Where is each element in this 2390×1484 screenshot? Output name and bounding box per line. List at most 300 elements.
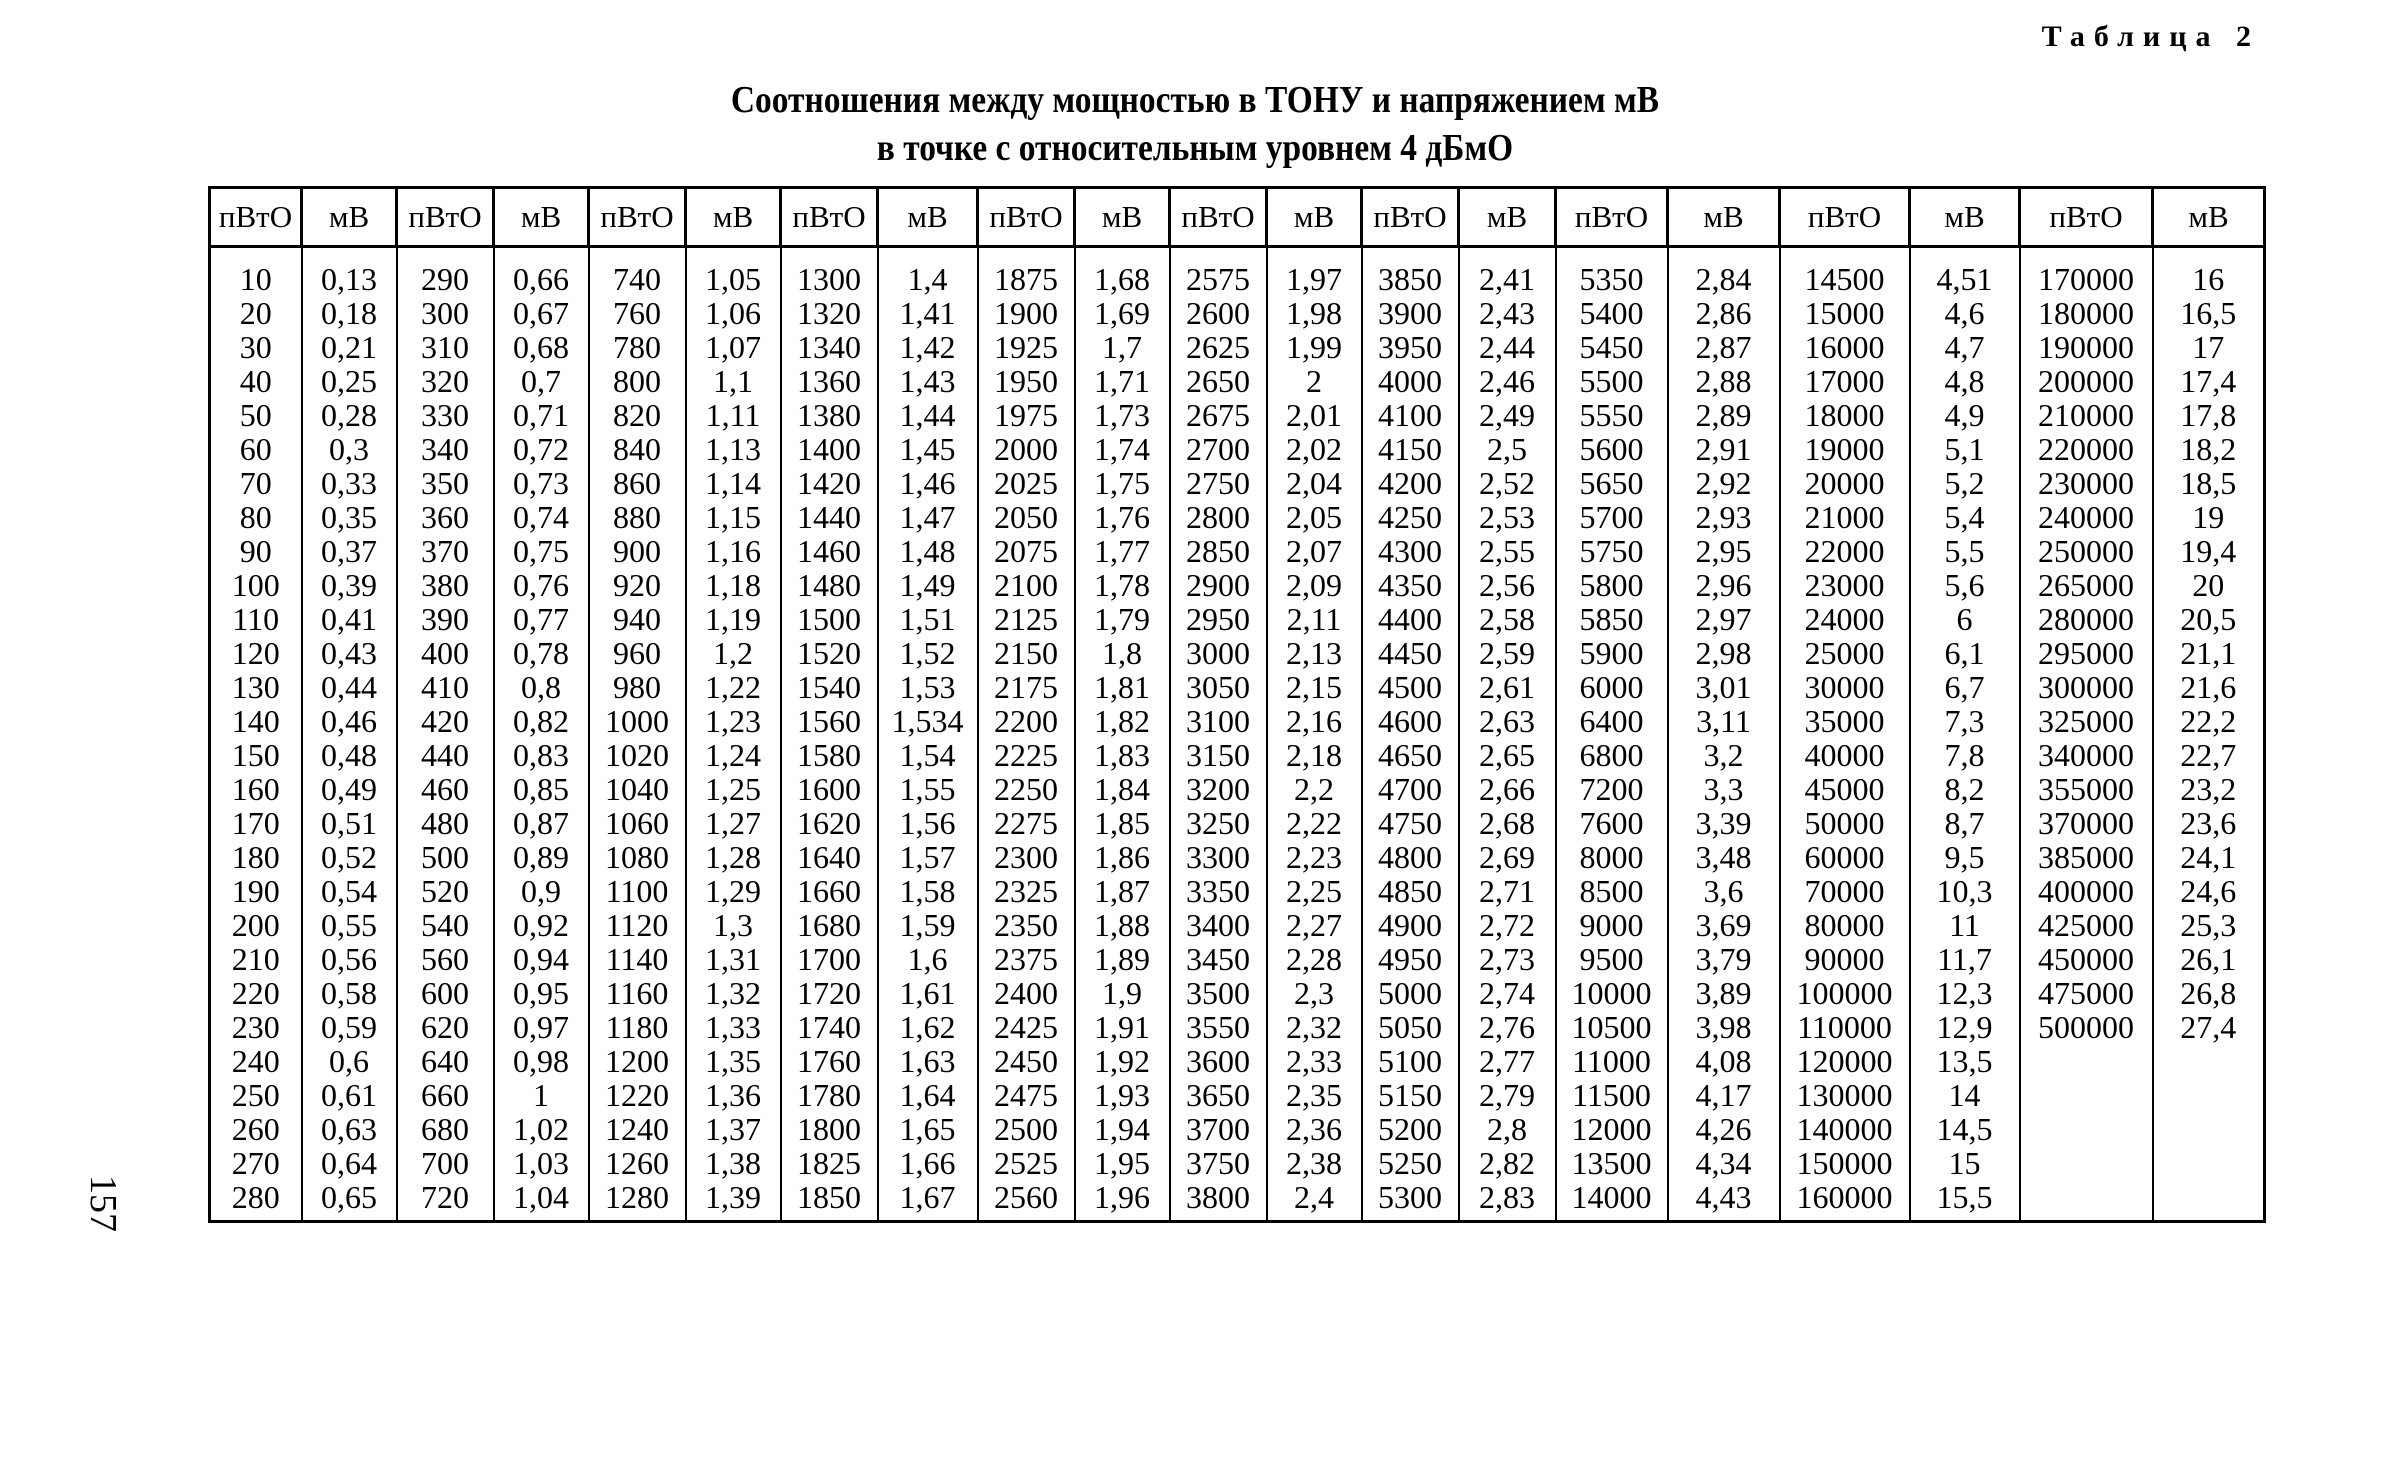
voltage-cell: 0,13 (302, 262, 397, 296)
power-cell: 1640 (781, 840, 878, 874)
power-cell: 1000 (589, 704, 686, 738)
power-cell: 3650 (1170, 1078, 1267, 1112)
voltage-cell: 1,05 (686, 262, 781, 296)
power-cell: 24000 (1780, 602, 1910, 636)
power-cell: 400000 (2020, 874, 2153, 908)
power-cell: 50 (210, 398, 302, 432)
voltage-cell: 2,05 (1267, 500, 1362, 534)
power-cell: 1740 (781, 1010, 878, 1044)
power-cell (2020, 1078, 2153, 1112)
voltage-cell: 1,84 (1075, 772, 1170, 806)
power-cell: 22000 (1780, 534, 1910, 568)
voltage-cell: 1,06 (686, 296, 781, 330)
power-cell: 2100 (978, 568, 1075, 602)
voltage-cell: 12,3 (1910, 976, 2020, 1010)
power-cell: 30000 (1780, 670, 1910, 704)
table-row (210, 602, 2265, 636)
power-cell: 450000 (2020, 942, 2153, 976)
voltage-cell: 1,45 (878, 432, 978, 466)
voltage-cell: 18,5 (2153, 466, 2265, 500)
spacer-cell (1556, 247, 1668, 263)
voltage-cell: 0,78 (494, 636, 589, 670)
power-cell: 20000 (1780, 466, 1910, 500)
voltage-cell: 2,77 (1459, 1044, 1556, 1078)
power-cell: 25000 (1780, 636, 1910, 670)
voltage-cell: 1,24 (686, 738, 781, 772)
voltage-cell: 1,86 (1075, 840, 1170, 874)
table-row (210, 534, 2265, 568)
power-cell: 840 (589, 432, 686, 466)
voltage-cell: 7,8 (1910, 738, 2020, 772)
spacer-cell (1267, 247, 1362, 263)
power-cell: 130000 (1780, 1078, 1910, 1112)
power-cell: 120 (210, 636, 302, 670)
voltage-cell: 0,76 (494, 568, 589, 602)
voltage-cell: 4,17 (1668, 1078, 1780, 1112)
power-cell: 5800 (1556, 568, 1668, 602)
voltage-cell: 2,65 (1459, 738, 1556, 772)
table-row (210, 1078, 2265, 1112)
voltage-cell: 1,02 (494, 1112, 589, 1146)
voltage-cell: 0,63 (302, 1112, 397, 1146)
power-cell: 2175 (978, 670, 1075, 704)
power-cell: 1200 (589, 1044, 686, 1078)
voltage-cell: 1,6 (878, 942, 978, 976)
power-cell: 9000 (1556, 908, 1668, 942)
power-cell: 1720 (781, 976, 878, 1010)
voltage-cell: 2,04 (1267, 466, 1362, 500)
power-cell: 2700 (1170, 432, 1267, 466)
voltage-cell: 0,18 (302, 296, 397, 330)
voltage-cell: 0,6 (302, 1044, 397, 1078)
voltage-cell: 2,16 (1267, 704, 1362, 738)
power-cell: 3050 (1170, 670, 1267, 704)
voltage-cell: 8,7 (1910, 806, 2020, 840)
power-cell: 8000 (1556, 840, 1668, 874)
power-cell: 5400 (1556, 296, 1668, 330)
power-cell: 295000 (2020, 636, 2153, 670)
voltage-cell: 1,55 (878, 772, 978, 806)
voltage-cell: 26,8 (2153, 976, 2265, 1010)
power-cell: 1280 (589, 1180, 686, 1222)
power-cell: 760 (589, 296, 686, 330)
power-cell: 330 (397, 398, 494, 432)
header-voltage: мВ (1267, 188, 1362, 247)
power-cell: 80000 (1780, 908, 1910, 942)
power-cell: 620 (397, 1010, 494, 1044)
table-row (210, 806, 2265, 840)
voltage-cell: 17,8 (2153, 398, 2265, 432)
voltage-cell (2153, 1180, 2265, 1222)
voltage-cell: 1,39 (686, 1180, 781, 1222)
voltage-cell: 1,95 (1075, 1146, 1170, 1180)
spacer-cell (686, 247, 781, 263)
voltage-cell: 1,71 (1075, 364, 1170, 398)
power-cell: 1540 (781, 670, 878, 704)
voltage-cell: 2,84 (1668, 262, 1780, 296)
power-cell: 390 (397, 602, 494, 636)
power-cell: 1020 (589, 738, 686, 772)
voltage-cell: 0,72 (494, 432, 589, 466)
power-cell: 5350 (1556, 262, 1668, 296)
power-cell: 100 (210, 568, 302, 602)
header-power: пВтО (210, 188, 302, 247)
power-cell: 1140 (589, 942, 686, 976)
power-cell: 1400 (781, 432, 878, 466)
voltage-cell: 2,92 (1668, 466, 1780, 500)
voltage-cell: 3,48 (1668, 840, 1780, 874)
power-cell: 3800 (1170, 1180, 1267, 1222)
voltage-cell: 5,5 (1910, 534, 2020, 568)
voltage-cell: 2,2 (1267, 772, 1362, 806)
header-voltage: мВ (878, 188, 978, 247)
power-cell: 140 (210, 704, 302, 738)
power-cell: 370 (397, 534, 494, 568)
power-cell: 2250 (978, 772, 1075, 806)
voltage-cell (2153, 1044, 2265, 1078)
power-cell: 4850 (1362, 874, 1459, 908)
power-cell: 800 (589, 364, 686, 398)
power-cell: 1780 (781, 1078, 878, 1112)
voltage-cell: 2,09 (1267, 568, 1362, 602)
power-cell: 680 (397, 1112, 494, 1146)
header-power: пВтО (978, 188, 1075, 247)
voltage-cell: 7,3 (1910, 704, 2020, 738)
voltage-cell: 1,28 (686, 840, 781, 874)
header-voltage: мВ (302, 188, 397, 247)
spacer-cell (494, 247, 589, 263)
power-cell: 160000 (1780, 1180, 1910, 1222)
power-cell: 4900 (1362, 908, 1459, 942)
spacer-cell (878, 247, 978, 263)
power-cell: 2400 (978, 976, 1075, 1010)
power-cell: 2200 (978, 704, 1075, 738)
table-row (210, 568, 2265, 602)
power-cell: 500 (397, 840, 494, 874)
power-cell: 480 (397, 806, 494, 840)
voltage-cell: 0,35 (302, 500, 397, 534)
voltage-cell: 2,61 (1459, 670, 1556, 704)
voltage-cell: 11,7 (1910, 942, 2020, 976)
power-cell: 2150 (978, 636, 1075, 670)
power-cell: 1080 (589, 840, 686, 874)
power-cell: 1660 (781, 874, 878, 908)
voltage-cell: 1,46 (878, 466, 978, 500)
power-cell: 4700 (1362, 772, 1459, 806)
voltage-cell: 2,32 (1267, 1010, 1362, 1044)
power-cell: 160 (210, 772, 302, 806)
header-voltage: мВ (1668, 188, 1780, 247)
power-cell: 3300 (1170, 840, 1267, 874)
voltage-cell: 3,39 (1668, 806, 1780, 840)
spacer-cell (589, 247, 686, 263)
voltage-cell: 4,7 (1910, 330, 2020, 364)
power-cell: 150000 (1780, 1146, 1910, 1180)
power-cell: 5300 (1362, 1180, 1459, 1222)
power-cell: 5200 (1362, 1112, 1459, 1146)
table-row (210, 1112, 2265, 1146)
power-cell: 1120 (589, 908, 686, 942)
power-cell: 5900 (1556, 636, 1668, 670)
voltage-cell: 1,98 (1267, 296, 1362, 330)
power-cell: 130 (210, 670, 302, 704)
power-cell: 290 (397, 262, 494, 296)
voltage-cell: 1,67 (878, 1180, 978, 1222)
power-cell: 15000 (1780, 296, 1910, 330)
voltage-cell: 1,43 (878, 364, 978, 398)
power-cell: 4500 (1362, 670, 1459, 704)
voltage-cell: 0,33 (302, 466, 397, 500)
power-cell: 1220 (589, 1078, 686, 1112)
table-row (210, 670, 2265, 704)
voltage-cell: 2,5 (1459, 432, 1556, 466)
power-cell: 960 (589, 636, 686, 670)
voltage-cell: 1,44 (878, 398, 978, 432)
power-cell: 45000 (1780, 772, 1910, 806)
voltage-cell: 4,08 (1668, 1044, 1780, 1078)
power-cell: 2125 (978, 602, 1075, 636)
power-cell (2020, 1180, 2153, 1222)
voltage-cell: 0,54 (302, 874, 397, 908)
voltage-cell: 2,66 (1459, 772, 1556, 806)
power-cell: 2625 (1170, 330, 1267, 364)
voltage-cell: 0,87 (494, 806, 589, 840)
power-cell: 230 (210, 1010, 302, 1044)
voltage-cell: 2,46 (1459, 364, 1556, 398)
voltage-cell: 6,1 (1910, 636, 2020, 670)
power-cell: 2800 (1170, 500, 1267, 534)
voltage-cell: 1,18 (686, 568, 781, 602)
power-cell (2020, 1112, 2153, 1146)
voltage-cell: 1,94 (1075, 1112, 1170, 1146)
page-number: 157 (82, 1175, 124, 1232)
table-row (210, 908, 2265, 942)
voltage-cell: 1,36 (686, 1078, 781, 1112)
power-cell: 4450 (1362, 636, 1459, 670)
voltage-cell: 2,59 (1459, 636, 1556, 670)
power-cell: 1500 (781, 602, 878, 636)
voltage-cell: 18,2 (2153, 432, 2265, 466)
power-cell: 1320 (781, 296, 878, 330)
header-power: пВтО (397, 188, 494, 247)
power-cell: 4350 (1362, 568, 1459, 602)
power-cell: 3400 (1170, 908, 1267, 942)
power-cell: 2450 (978, 1044, 1075, 1078)
power-cell: 380 (397, 568, 494, 602)
power-cell: 280 (210, 1180, 302, 1222)
power-cell: 2600 (1170, 296, 1267, 330)
power-cell: 5150 (1362, 1078, 1459, 1112)
power-cell: 300000 (2020, 670, 2153, 704)
power-cell: 1480 (781, 568, 878, 602)
voltage-cell: 20 (2153, 568, 2265, 602)
table-row (210, 636, 2265, 670)
header-power: пВтО (589, 188, 686, 247)
voltage-cell: 24,6 (2153, 874, 2265, 908)
power-cell: 880 (589, 500, 686, 534)
voltage-cell: 2,22 (1267, 806, 1362, 840)
power-cell: 1040 (589, 772, 686, 806)
voltage-cell: 0,61 (302, 1078, 397, 1112)
voltage-cell: 1,49 (878, 568, 978, 602)
power-cell: 18000 (1780, 398, 1910, 432)
power-cell: 23000 (1780, 568, 1910, 602)
header-power: пВтО (781, 188, 878, 247)
power-cell: 180 (210, 840, 302, 874)
spacer-cell (1362, 247, 1459, 263)
voltage-cell: 1,59 (878, 908, 978, 942)
voltage-cell: 1,93 (1075, 1078, 1170, 1112)
voltage-cell: 3,79 (1668, 942, 1780, 976)
voltage-cell: 1,32 (686, 976, 781, 1010)
voltage-cell: 2,23 (1267, 840, 1362, 874)
spacer-cell (781, 247, 878, 263)
title-line-1: Соотношения между мощностью в ТОНУ и напряжением мВ (730, 79, 1660, 121)
power-cell: 2375 (978, 942, 1075, 976)
power-cell: 1460 (781, 534, 878, 568)
power-cell: 2560 (978, 1180, 1075, 1222)
power-cell: 240000 (2020, 500, 2153, 534)
voltage-cell: 1,96 (1075, 1180, 1170, 1222)
voltage-cell: 0,55 (302, 908, 397, 942)
voltage-cell: 3,98 (1668, 1010, 1780, 1044)
power-cell: 5600 (1556, 432, 1668, 466)
power-cell: 16000 (1780, 330, 1910, 364)
power-cell: 1800 (781, 1112, 878, 1146)
power-cell: 2350 (978, 908, 1075, 942)
voltage-cell: 1,77 (1075, 534, 1170, 568)
power-cell: 2850 (1170, 534, 1267, 568)
table-row (210, 840, 2265, 874)
power-cell: 700 (397, 1146, 494, 1180)
power-cell: 19000 (1780, 432, 1910, 466)
voltage-cell: 10,3 (1910, 874, 2020, 908)
voltage-cell: 1,62 (878, 1010, 978, 1044)
table-row (210, 500, 2265, 534)
spacer-cell (302, 247, 397, 263)
spacer-cell (1459, 247, 1556, 263)
voltage-cell: 2,07 (1267, 534, 1362, 568)
voltage-cell: 19 (2153, 500, 2265, 534)
voltage-cell: 6 (1910, 602, 2020, 636)
table-row (210, 466, 2265, 500)
voltage-cell: 1,35 (686, 1044, 781, 1078)
voltage-cell: 11 (1910, 908, 2020, 942)
voltage-cell: 3,01 (1668, 670, 1780, 704)
power-cell: 3200 (1170, 772, 1267, 806)
spacer-cell (1668, 247, 1780, 263)
voltage-cell: 0,85 (494, 772, 589, 806)
voltage-cell: 17,4 (2153, 364, 2265, 398)
power-cell: 170000 (2020, 262, 2153, 296)
voltage-cell: 2,44 (1459, 330, 1556, 364)
power-cell: 1520 (781, 636, 878, 670)
power-cell: 2325 (978, 874, 1075, 908)
power-cell: 475000 (2020, 976, 2153, 1010)
voltage-cell: 1,42 (878, 330, 978, 364)
power-cell: 740 (589, 262, 686, 296)
voltage-cell: 1,48 (878, 534, 978, 568)
voltage-cell: 2,89 (1668, 398, 1780, 432)
voltage-cell: 1,89 (1075, 942, 1170, 976)
power-cell: 780 (589, 330, 686, 364)
power-cell: 35000 (1780, 704, 1910, 738)
power-cell: 640 (397, 1044, 494, 1078)
power-cell: 60 (210, 432, 302, 466)
voltage-cell: 1,22 (686, 670, 781, 704)
header-power: пВтО (2020, 188, 2153, 247)
power-cell (2020, 1146, 2153, 1180)
voltage-cell: 0,66 (494, 262, 589, 296)
voltage-cell: 3,89 (1668, 976, 1780, 1010)
power-cell: 3500 (1170, 976, 1267, 1010)
voltage-cell: 0,7 (494, 364, 589, 398)
power-cell: 40 (210, 364, 302, 398)
power-cell: 9500 (1556, 942, 1668, 976)
voltage-cell: 1,4 (878, 262, 978, 296)
voltage-cell: 0,73 (494, 466, 589, 500)
voltage-cell: 1,64 (878, 1078, 978, 1112)
voltage-cell: 2,36 (1267, 1112, 1362, 1146)
power-cell: 210 (210, 942, 302, 976)
power-cell: 3150 (1170, 738, 1267, 772)
power-cell: 240 (210, 1044, 302, 1078)
table-body (210, 247, 2265, 1222)
voltage-cell: 2,15 (1267, 670, 1362, 704)
voltage-cell: 2,56 (1459, 568, 1556, 602)
voltage-cell: 0,39 (302, 568, 397, 602)
voltage-cell: 2,63 (1459, 704, 1556, 738)
power-cell: 4100 (1362, 398, 1459, 432)
spacer-cell (1075, 247, 1170, 263)
voltage-cell: 0,75 (494, 534, 589, 568)
voltage-cell: 2,27 (1267, 908, 1362, 942)
voltage-cell: 0,21 (302, 330, 397, 364)
power-cell: 1300 (781, 262, 878, 296)
voltage-cell: 1,51 (878, 602, 978, 636)
power-cell: 3450 (1170, 942, 1267, 976)
power-cell: 200000 (2020, 364, 2153, 398)
voltage-cell: 24,1 (2153, 840, 2265, 874)
power-cell: 300 (397, 296, 494, 330)
voltage-cell: 2,58 (1459, 602, 1556, 636)
voltage-cell: 1,82 (1075, 704, 1170, 738)
power-cell: 230000 (2020, 466, 2153, 500)
voltage-cell (2153, 1146, 2265, 1180)
power-cell: 250000 (2020, 534, 2153, 568)
voltage-cell: 0,28 (302, 398, 397, 432)
voltage-cell: 1,27 (686, 806, 781, 840)
voltage-cell: 2,96 (1668, 568, 1780, 602)
power-cell: 3100 (1170, 704, 1267, 738)
power-cell: 170 (210, 806, 302, 840)
power-cell: 5700 (1556, 500, 1668, 534)
voltage-cell: 4,9 (1910, 398, 2020, 432)
voltage-cell: 1,61 (878, 976, 978, 1010)
table-row (210, 1010, 2265, 1044)
voltage-cell: 2 (1267, 364, 1362, 398)
voltage-cell: 25,3 (2153, 908, 2265, 942)
power-cell: 10 (210, 262, 302, 296)
voltage-cell: 1,37 (686, 1112, 781, 1146)
voltage-cell: 0,97 (494, 1010, 589, 1044)
voltage-cell: 1,23 (686, 704, 781, 738)
power-cell: 2500 (978, 1112, 1075, 1146)
voltage-cell: 2,98 (1668, 636, 1780, 670)
power-cell: 20 (210, 296, 302, 330)
power-cell: 1680 (781, 908, 878, 942)
power-cell: 14500 (1780, 262, 1910, 296)
